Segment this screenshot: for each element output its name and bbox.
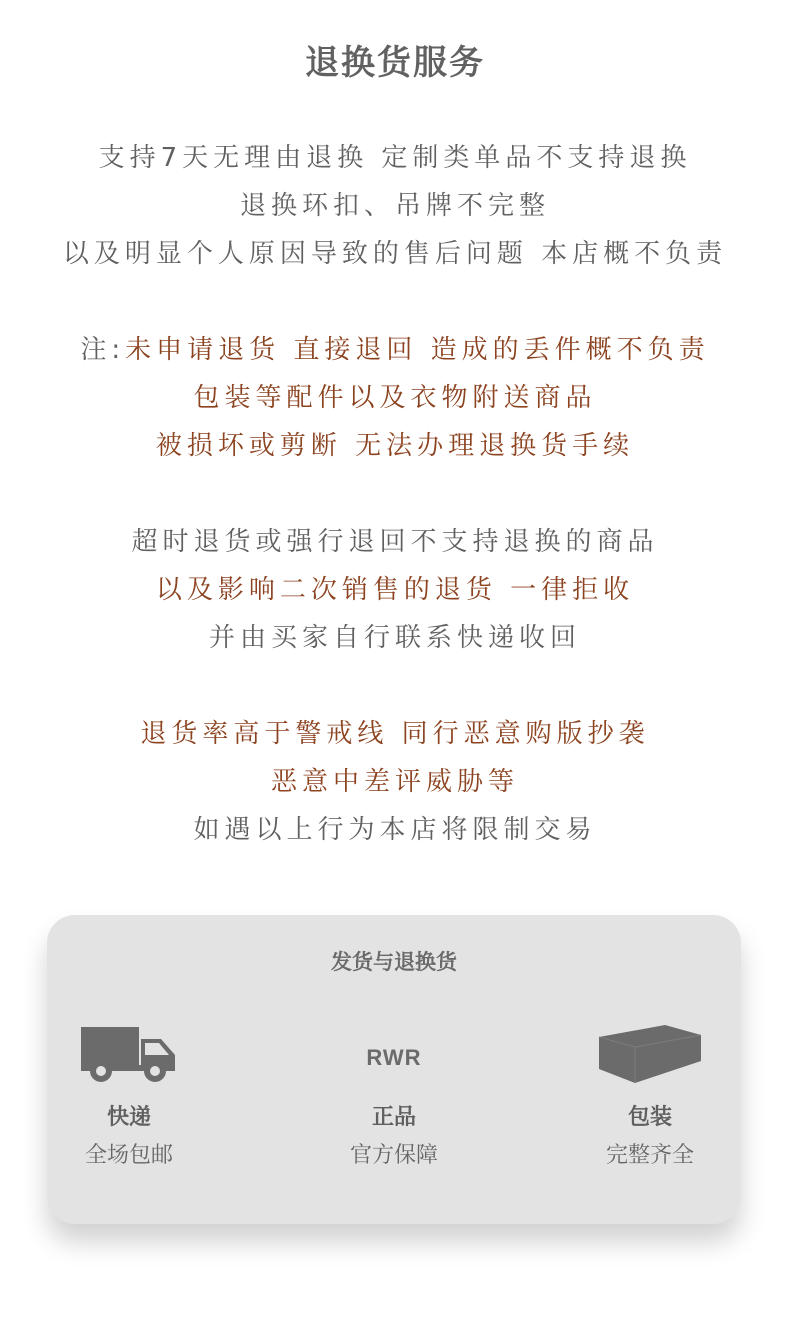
policy-line-text: 未申请退货 直接退回 造成的丢件概不负责 xyxy=(125,335,710,365)
policy-line xyxy=(0,134,790,182)
policy-paragraph-4 xyxy=(0,710,790,854)
feature-title: 正品 xyxy=(371,1105,416,1130)
policy-line xyxy=(0,374,790,422)
truck-icon xyxy=(39,1023,219,1089)
policy-line xyxy=(0,614,790,662)
policy-paragraph-3 xyxy=(0,518,790,662)
policy-line-text: 退货率高于警戒线 同行恶意购版抄袭 xyxy=(140,719,650,749)
page-title: 退换货服务 xyxy=(305,43,485,83)
feature-subtitle: 全场包邮 xyxy=(84,1143,173,1168)
feature-subtitle: 完整齐全 xyxy=(605,1143,694,1168)
feature-authentic xyxy=(304,1023,484,1171)
policy-line-text: 恶意中差评威胁等 xyxy=(270,767,519,797)
policy-line xyxy=(0,182,790,230)
policy-line xyxy=(0,230,790,278)
feature-title: 包装 xyxy=(627,1105,672,1130)
policy-line-text: 被损坏或剪断 无法办理退换货手续 xyxy=(155,431,635,461)
policy-line xyxy=(0,806,790,854)
policy-paragraph-2 xyxy=(0,326,790,470)
policy-line-text: 如遇以上行为本店将限制交易 xyxy=(193,815,597,845)
policy-line-text: 并由买家自行联系快递收回 xyxy=(208,623,581,653)
policy-line-text: 支持7天无理由退换 定制类单品不支持退换 xyxy=(98,143,692,173)
package-box-icon xyxy=(560,1023,740,1089)
card-title: 发货与退换货 xyxy=(331,950,457,974)
policy-line xyxy=(0,422,790,470)
rwr-logo-icon xyxy=(304,1023,484,1089)
policy-line-text: 以及明显个人原因导致的售后问题 本店概不负责 xyxy=(62,239,728,269)
policy-line-text: 包装等配件以及衣物附送商品 xyxy=(193,383,597,413)
logo-text: RWR xyxy=(366,1045,422,1070)
note-prefix: 注: xyxy=(80,335,126,365)
policy-line xyxy=(0,758,790,806)
policy-line xyxy=(0,326,790,374)
policy-line xyxy=(0,566,790,614)
policy-notes xyxy=(0,134,790,902)
policy-line-text: 退换环扣、吊牌不完整 xyxy=(239,191,550,221)
policy-line xyxy=(0,518,790,566)
feature-packaging xyxy=(560,1023,740,1171)
policy-line xyxy=(0,710,790,758)
policy-line-text: 超时退货或强行退回不支持退换的商品 xyxy=(131,527,659,557)
feature-title: 快递 xyxy=(106,1105,151,1130)
feature-subtitle: 官方保障 xyxy=(349,1143,438,1168)
shipping-returns-card xyxy=(47,915,741,1224)
policy-paragraph-1 xyxy=(0,134,790,278)
feature-express xyxy=(39,1023,219,1171)
policy-line-text: 以及影响二次销售的退货 一律拒收 xyxy=(155,575,635,605)
